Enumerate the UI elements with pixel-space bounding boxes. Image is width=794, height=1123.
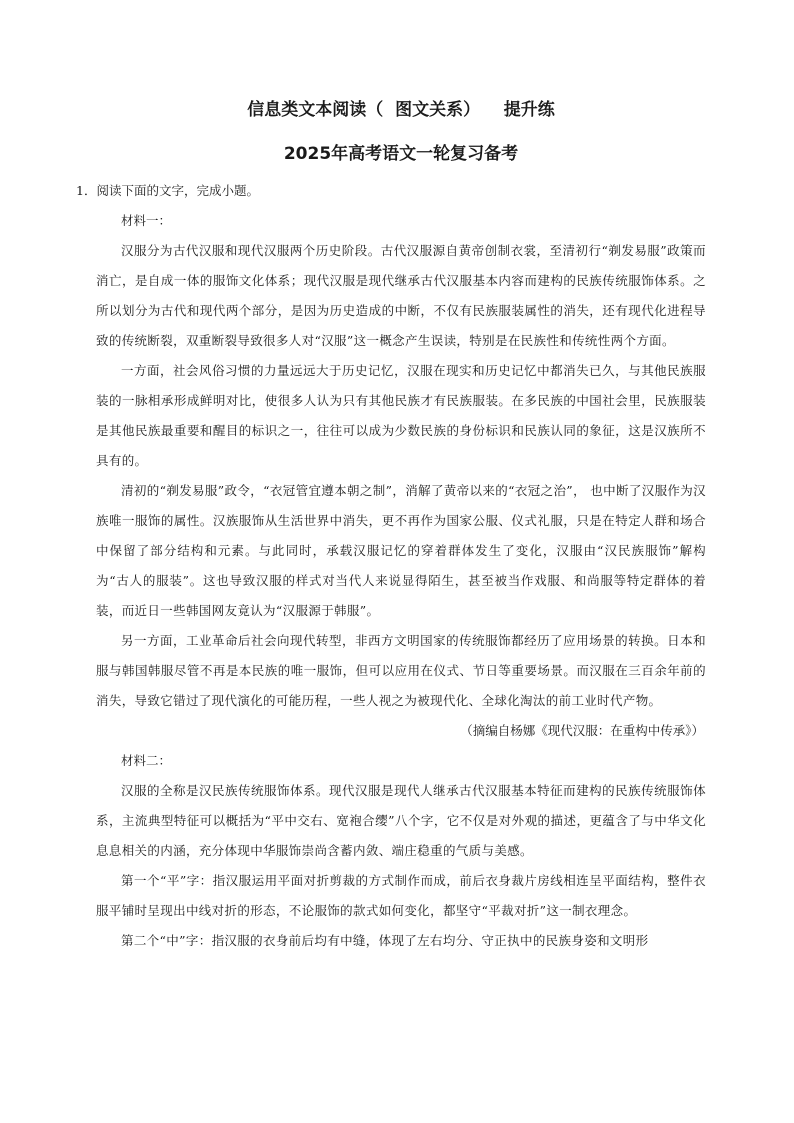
material-1-paragraph: 汉服分为古代汉服和现代汉服两个历史阶段。古代汉服源自黄帝创制衣裳，至清初行“剃发易服”政策而消亡，是自成一体的服饰文化体系；现代汉服是现代继承古代汉服基本内容而建构的民族传统服饰体系。之所以划分为古代和现代两个部分，是因为历史造成的中断，不仅有民族服装属性的消失，还有现代化进程导致的传统断裂，双重断裂导致很多人对“汉服”这一概念产生误读，特别是在民族性和传统性两个方面。 (96, 243, 706, 348)
material-2-paragraph: 汉服的全称是汉民族传统服饰体系。现代汉服是现代人继承古代汉服基本特征而建构的民族传统服饰体系，主流典型特征可以概括为“平中交右、宽袍合缨”八个字，它不仅是对外观的描述，更蕴含了与中华文化息息相关的内涵，充分体现中华服饰崇尚含蓄内敛、端庄稳重的气质与美感。 (96, 783, 706, 858)
document-title: 信息类文本阅读（ 图文关系） 提升练 (247, 100, 555, 120)
material-1-paragraph: 另一方面，工业革命后社会向现代转型，非西方文明国家的传统服饰都经历了应用场景的转换。日本和服与韩国韩服尽管不再是本民族的唯一服饰，但可以应用在仪式、节日等重要场景。而汉服在三百余年前的消失，导致它错过了现代演化的可能历程，一些人视之为被现代化、全球化淘汰的前工业时代产物。 (96, 633, 706, 708)
question-prompt: 1．阅读下面的文字，完成小题。 (76, 183, 259, 198)
material-2-label: 材料二： (121, 753, 172, 768)
material-1-paragraph: 清初的“剃发易服”政令，“衣冠管宜遵本朝之制”，消解了黄帝以来的“衣冠之治”， 也中断了汉服作为汉族唯一服饰的属性。汉族服饰从生活世界中消失，更不再作为国家公服、仪式礼服，只是在特定人群和场合中保留了部分结构和元素。与此同时，承载汉服记忆的穿着群体发生了变化，汉服由“汉民族服饰”解构为“古人的服装”。这也导致汉服的样式对当代人来说显得陌生，甚至被当作戏服、和尚服等特定群体的着装，而近日一些韩国网友竟认为“汉服源于韩服”。 (96, 483, 706, 618)
document-subtitle: 2025年高考语文一轮复习备考 (283, 144, 519, 164)
material-1-label: 材料一： (121, 213, 172, 228)
material-2-paragraph: 第一个“平”字：指汉服运用平面对折剪裁的方式制作而成，前后衣身裁片房线相连呈平面结构，整件衣服平铺时呈现出中线对折的形态，不论服饰的款式如何变化，都坚守“平裁对折”这一制衣理念。 (96, 873, 706, 918)
material-2-paragraph: 第二个“中”字：指汉服的衣身前后均有中缝，体现了左右均分、守正执中的民族身姿和文明形 (121, 933, 649, 948)
material-1-source: （摘编自杨娜《现代汉服：在重构中传承》） (460, 723, 704, 738)
material-1-paragraph: 一方面，社会风俗习惯的力量远远大于历史记忆，汉服在现实和历史记忆中都消失已久，与其他民族服装的一脉相承形成鲜明对比，使很多人认为只有其他民族才有民族服装。在多民族的中国社会里，民族服装是其他民族最重要和醒目的标识之一，往往可以成为少数民族的身份标识和民族认同的象征，这是汉族所不具有的。 (96, 363, 706, 468)
